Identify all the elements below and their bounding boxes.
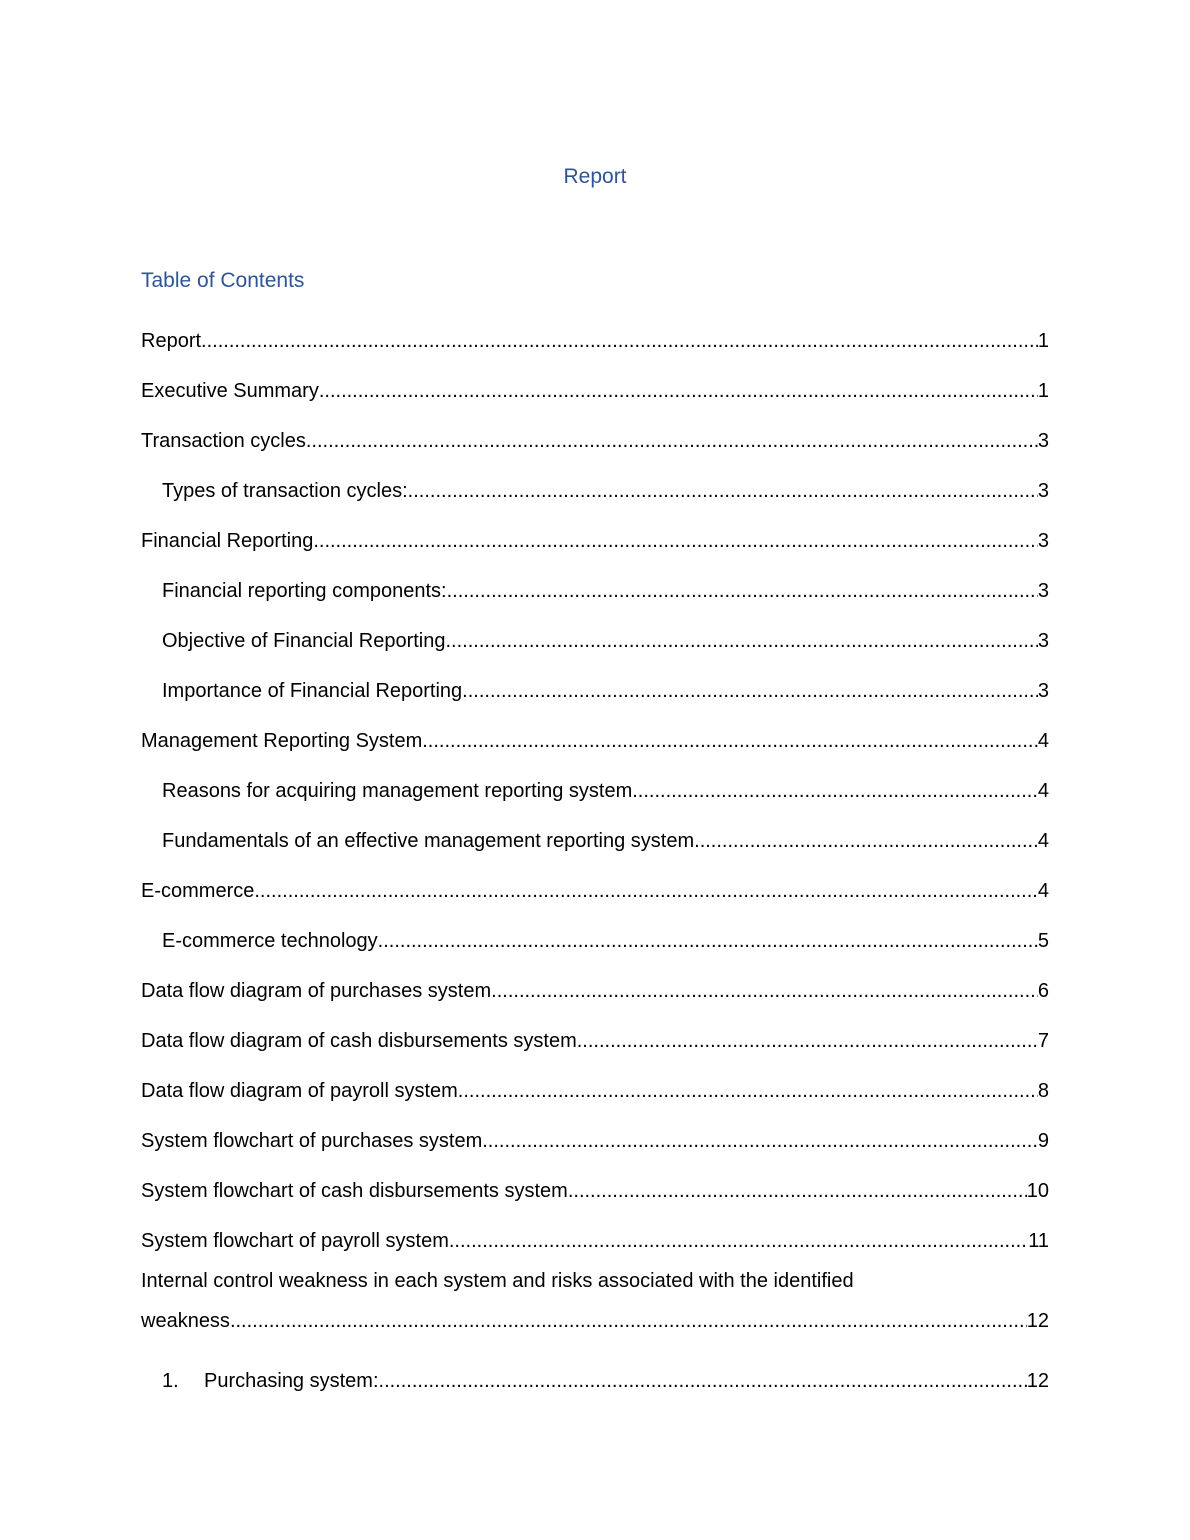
toc-entry-e-commerce-technology[interactable] (141, 906, 1049, 956)
toc-page-number: 7 (1037, 1030, 1049, 1052)
toc-entry-label-line-2-row (141, 1301, 1049, 1341)
toc-entry-label-line-2: weakness (141, 1310, 230, 1332)
toc-leader-dots (482, 1126, 1038, 1156)
toc-page-number: 10 (1026, 1180, 1049, 1202)
toc-entry-importance-of-financial-reporting[interactable] (141, 656, 1049, 706)
toc-page-number: 1 (1037, 330, 1049, 352)
toc-entry-label: Data flow diagram of purchases system (141, 980, 492, 1002)
toc-entry-financial-reporting[interactable] (141, 506, 1049, 556)
toc-page-number: 4 (1037, 780, 1049, 802)
toc-entry-types-of-transaction-cycles[interactable] (141, 456, 1049, 506)
toc-entry-label: Data flow diagram of cash disbursements system (141, 1030, 577, 1052)
toc-page-number: 3 (1037, 480, 1049, 502)
toc-entry-label: Reasons for acquiring management reporting system (162, 780, 633, 802)
toc-leader-dots (458, 1076, 1038, 1106)
toc-page-number: 3 (1037, 680, 1049, 702)
toc-leader-dots (378, 926, 1038, 956)
toc-entry-fundamentals-of-effective-mrs[interactable] (141, 806, 1049, 856)
toc-entry-transaction-cycles[interactable] (141, 406, 1049, 456)
toc-page-number: 3 (1037, 430, 1049, 452)
toc-entry-flowchart-cash-disbursements[interactable] (141, 1156, 1049, 1206)
toc-leader-dots (568, 1176, 1027, 1206)
toc-page-number: 8 (1037, 1080, 1049, 1102)
toc-leader-dots (462, 676, 1038, 706)
toc-leader-dots (447, 576, 1038, 606)
toc-entry-flowchart-purchases[interactable] (141, 1106, 1049, 1156)
toc-entry-label: Executive Summary (141, 380, 319, 402)
toc-entry-label: Management Reporting System (141, 730, 423, 752)
toc-entry-financial-reporting-components[interactable] (141, 556, 1049, 606)
toc-entry-label: Importance of Financial Reporting (162, 680, 463, 702)
toc-entry-dfd-payroll[interactable] (141, 1056, 1049, 1106)
toc-leader-dots (379, 1366, 1027, 1396)
toc-entry-internal-control-weakness[interactable] (141, 1256, 1049, 1346)
toc-leader-dots (306, 426, 1038, 456)
toc-entry-executive-summary[interactable] (141, 356, 1049, 406)
toc-page-number: 3 (1037, 580, 1049, 602)
toc-entry-label: System flowchart of cash disbursements system (141, 1180, 568, 1202)
toc-page-number: 4 (1037, 880, 1049, 902)
toc-leader-dots (422, 726, 1038, 756)
toc-leader-dots (313, 526, 1038, 556)
toc-page-number: 4 (1037, 830, 1049, 852)
document-title: Report (563, 165, 627, 188)
toc-entry-management-reporting-system[interactable] (141, 706, 1049, 756)
toc-entry-purchasing-system[interactable] (141, 1346, 1049, 1396)
toc-leader-dots (632, 776, 1038, 806)
toc-leader-dots (254, 876, 1038, 906)
toc-entry-label: Data flow diagram of payroll system (141, 1080, 458, 1102)
toc-leader-dots (445, 626, 1037, 656)
toc-page-number: 1 (1037, 380, 1049, 402)
toc-heading: Table of Contents (141, 269, 305, 292)
toc-entry-label: Types of transaction cycles: (162, 480, 408, 502)
toc-entry-report[interactable] (141, 306, 1049, 356)
toc-entry-label: Purchasing system: (204, 1370, 379, 1392)
toc-entry-label: E-commerce (141, 880, 255, 902)
toc-leader-dots (201, 326, 1038, 356)
table-of-contents (141, 306, 1049, 1396)
toc-page-number: 9 (1037, 1130, 1049, 1152)
toc-entry-label: E-commerce technology (162, 930, 378, 952)
toc-entry-label: Objective of Financial Reporting (162, 630, 446, 652)
toc-leader-dots (230, 1301, 1027, 1341)
toc-entry-label: Transaction cycles (141, 430, 306, 452)
toc-leader-dots (491, 976, 1038, 1006)
toc-leader-dots (449, 1226, 1028, 1256)
toc-page-number: 4 (1037, 730, 1049, 752)
toc-entry-label: Financial Reporting (141, 530, 314, 552)
toc-entry-dfd-purchases[interactable] (141, 956, 1049, 1006)
toc-page-number: 3 (1037, 530, 1049, 552)
toc-entry-label: System flowchart of purchases system (141, 1130, 483, 1152)
toc-entry-objective-of-financial-reporting[interactable] (141, 606, 1049, 656)
toc-entry-dfd-cash-disbursements[interactable] (141, 1006, 1049, 1056)
toc-entry-label: Financial reporting components: (162, 580, 447, 602)
toc-page-number: 12 (1026, 1370, 1049, 1392)
toc-entry-label: Fundamentals of an effective management reporting system (162, 830, 695, 852)
toc-entry-label-line-1: Internal control weakness in each system and risks associated with the identified (141, 1270, 854, 1292)
toc-entry-flowchart-payroll[interactable] (141, 1206, 1049, 1256)
toc-page-number: 6 (1037, 980, 1049, 1002)
toc-page-number: 11 (1028, 1230, 1049, 1252)
toc-entry-reasons-for-acquiring[interactable] (141, 756, 1049, 806)
toc-entry-label: System flowchart of payroll system (141, 1230, 449, 1252)
toc-leader-dots (694, 826, 1038, 856)
toc-page-number: 5 (1037, 930, 1049, 952)
toc-page-number: 12 (1026, 1310, 1049, 1332)
toc-entry-e-commerce[interactable] (141, 856, 1049, 906)
toc-leader-dots (319, 376, 1038, 406)
toc-entry-label: Report (141, 330, 202, 352)
toc-entry-label-wrapper (162, 1366, 379, 1396)
toc-leader-dots (408, 476, 1038, 506)
toc-page-number: 3 (1037, 630, 1049, 652)
toc-leader-dots (577, 1026, 1038, 1056)
toc-entry-number: 1. (162, 1370, 179, 1392)
